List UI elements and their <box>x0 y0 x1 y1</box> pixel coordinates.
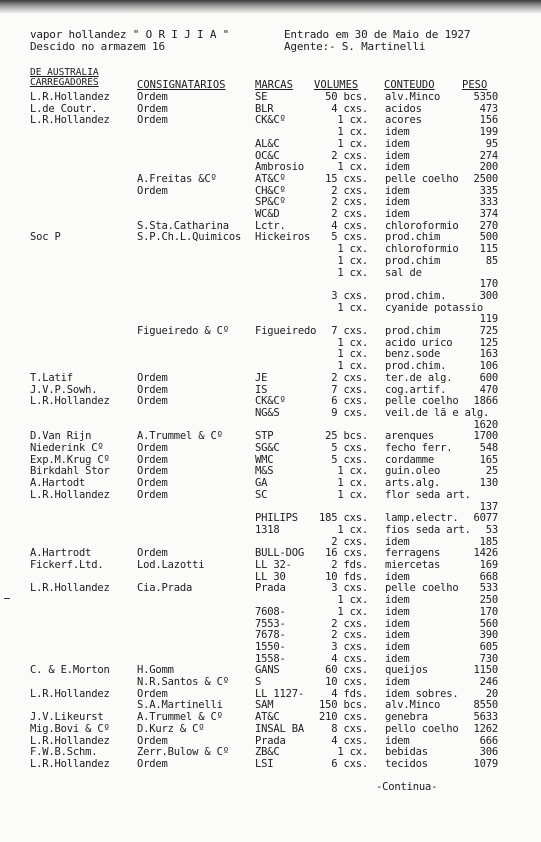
row-mark: CH&Cº <box>255 184 286 197</box>
row-importer: A.Hartodt <box>30 477 86 490</box>
row-contents: idem <box>385 137 410 150</box>
row-consignee: Ordem <box>137 395 168 408</box>
row-contents: cordamme <box>385 453 434 466</box>
row-importer: J.V.P.Sowh. <box>30 383 98 396</box>
row-consignee: A.Trummel & Cº <box>137 711 223 724</box>
header-arrival-date: Entrado em 30 de Maio de 1927 <box>284 28 471 41</box>
row-volumes: 2 cxs. <box>331 629 368 642</box>
row-weight: 163 <box>479 348 498 361</box>
row-mark: STP <box>255 430 274 443</box>
row-contents: fios seda art. <box>385 523 471 536</box>
row-mark: BLR <box>255 102 274 115</box>
row-volumes: 4 cxs. <box>331 652 368 665</box>
row-importer: Soc P <box>30 231 61 244</box>
row-volumes: 1 cx. <box>337 336 368 349</box>
row-weight: 600 <box>479 371 498 384</box>
row-weight: 165 <box>479 453 498 466</box>
row-importer: Exp.M.Krug Cº <box>30 453 110 466</box>
row-consignee: Ordem <box>137 734 168 747</box>
row-mark: OC&C <box>255 149 280 162</box>
row-volumes: 4 cxs. <box>331 219 368 232</box>
row-weight: 169 <box>479 559 498 571</box>
row-weight: 725 <box>479 325 498 337</box>
row-mark: M&S <box>255 465 274 478</box>
row-weight: 156 <box>479 114 498 127</box>
row-volumes: 5 cxs. <box>331 453 368 466</box>
row-volumes: 2 cxs. <box>331 535 368 548</box>
row-consignee: Ordem <box>137 547 168 560</box>
row-mark: 7608- <box>255 605 286 618</box>
row-volumes: 10 cxs. <box>325 676 368 688</box>
row-contents: prod.chim. <box>385 289 447 302</box>
row-weight: 106 <box>479 360 498 373</box>
row-contents: idem <box>385 570 410 583</box>
row-importer: J.V.Likeurst <box>30 711 104 724</box>
row-importer: C. & E.Morton <box>30 664 110 677</box>
row-volumes: 1 cx. <box>337 266 368 279</box>
row-weight: 170 <box>479 278 498 291</box>
row-contents: queijos <box>385 664 428 677</box>
row-contents: idem <box>385 652 410 665</box>
row-consignee: Ordem <box>137 757 168 770</box>
row-weight: 335 <box>479 184 498 197</box>
row-mark: NG&S <box>255 406 280 419</box>
row-importer: Fickerf.Ltd. <box>30 559 104 571</box>
row-volumes: 1 cx. <box>337 465 368 478</box>
row-mark: LSI <box>255 757 274 770</box>
row-weight: 5633 <box>473 711 498 724</box>
row-contents: idem <box>385 605 410 618</box>
row-weight: 533 <box>479 582 498 595</box>
row-volumes: 60 cxs. <box>325 664 368 677</box>
row-mark: SE <box>255 91 268 103</box>
row-mark: AT&Cº <box>255 172 286 185</box>
row-mark: PHILIPS <box>255 512 298 525</box>
row-importer: L.R.Hollandez <box>30 395 110 408</box>
row-mark: SG&C <box>255 442 280 454</box>
row-mark: AT&C <box>255 711 280 724</box>
row-contents: pelle coelho <box>385 395 459 408</box>
row-volumes: 3 cxs. <box>331 289 368 302</box>
row-weight: 115 <box>479 243 498 256</box>
row-contents: prod.chim. <box>385 360 447 373</box>
row-mark: 1318 <box>255 523 280 536</box>
row-volumes: 2 cxs. <box>331 196 368 209</box>
row-weight: 53 <box>485 523 498 536</box>
row-importer: L.R.Hollandez <box>30 757 110 770</box>
row-weight: 560 <box>479 617 498 630</box>
row-volumes: 3 cxs. <box>331 640 368 653</box>
row-mark: SC <box>255 488 268 501</box>
row-contents: pello coelho <box>385 722 459 735</box>
row-contents: acores <box>385 114 422 127</box>
row-volumes: 8 cxs. <box>331 722 368 735</box>
row-mark: Figueiredo <box>255 325 317 337</box>
row-mark: 1558- <box>255 652 286 665</box>
row-weight: 250 <box>479 594 498 607</box>
row-contents: guin.oleo <box>385 465 441 478</box>
row-weight: 1079 <box>473 757 498 770</box>
row-consignee: Ordem <box>137 687 168 700</box>
row-mark: IS <box>255 383 268 396</box>
row-consignee: S.A.Martinelli <box>137 699 223 712</box>
row-consignee: A.Freitas &Cº <box>137 172 217 185</box>
row-contents: acido urico <box>385 336 453 349</box>
row-volumes: 1 cx. <box>337 477 368 490</box>
row-importer: L.R.Hollandez <box>30 582 110 595</box>
header-ship: vapor hollandez " O R I J I A " <box>30 28 230 41</box>
row-consignee: Ordem <box>137 91 168 103</box>
row-contents: idem <box>385 617 410 630</box>
row-mark: SP&Cº <box>255 196 286 209</box>
row-volumes: 1 cx. <box>337 161 368 174</box>
column-header-marks: MARCAS <box>255 79 293 91</box>
row-mark: CK&Cº <box>255 395 286 408</box>
row-importer: L.R.Hollandez <box>30 734 110 747</box>
row-weight: 185 <box>479 535 498 548</box>
row-weight: 1426 <box>473 547 498 560</box>
row-mark: JE <box>255 371 268 384</box>
row-weight: 374 <box>479 208 498 220</box>
row-volumes: 6 cxs. <box>331 757 368 770</box>
row-weight: 274 <box>479 149 498 162</box>
row-contents: idem sobres. <box>385 687 459 700</box>
row-consignee: Lod.Lazotti <box>137 559 205 571</box>
row-weight: 730 <box>479 652 498 665</box>
row-consignee: A.Trummel & Cº <box>137 430 223 443</box>
row-contents: idem <box>385 535 410 548</box>
row-volumes: 9 cxs. <box>331 406 368 419</box>
row-mark: S <box>255 676 262 688</box>
row-contents: genebra <box>385 711 428 724</box>
row-contents: acidos <box>385 102 422 115</box>
row-contents: cog.artif. <box>385 383 447 396</box>
row-contents: benz.sode <box>385 348 441 361</box>
row-contents: lamp.electr. <box>385 512 459 525</box>
row-consignee: S.Sta.Catharina <box>137 219 229 232</box>
row-weight: 390 <box>479 629 498 642</box>
row-mark: LL 32- <box>255 559 292 571</box>
row-consignee: Ordem <box>137 102 168 115</box>
row-weight: 25 <box>485 465 498 478</box>
row-weight: 300 <box>479 289 498 302</box>
row-volumes: 1 cx. <box>337 605 368 618</box>
row-weight: 1700 <box>473 430 498 443</box>
row-volumes: 2 cxs. <box>331 184 368 197</box>
row-importer: T.Latif <box>30 371 73 384</box>
row-consignee: Ordem <box>137 477 168 490</box>
row-weight: 125 <box>479 336 498 349</box>
row-weight: 473 <box>479 102 498 115</box>
row-mark: AL&C <box>255 137 280 150</box>
row-mark: ZB&C <box>255 746 280 759</box>
row-weight: 137 <box>479 500 498 513</box>
row-mark: INSAL BA <box>255 722 304 735</box>
row-contents: idem <box>385 184 410 197</box>
header-warehouse: Descido no armazem 16 <box>30 40 165 53</box>
row-importer: L.R.Hollandez <box>30 114 110 127</box>
row-volumes: 185 cxs. <box>319 512 368 525</box>
row-contents: cyanide potassio <box>385 301 483 314</box>
row-volumes: 1 cx. <box>337 137 368 150</box>
row-weight: 20 <box>485 687 498 700</box>
row-contents: ter.de alg. <box>385 371 453 384</box>
row-volumes: 2 fds. <box>331 559 368 571</box>
row-volumes: 10 fds. <box>325 570 368 583</box>
row-weight: 170 <box>479 605 498 618</box>
column-header-volumes: VOLUMES <box>314 79 359 91</box>
row-weight: 5350 <box>473 91 498 103</box>
row-mark: WMC <box>255 453 274 466</box>
row-volumes: 6 cxs. <box>331 395 368 408</box>
row-mark: SAM <box>255 699 274 712</box>
row-contents: alv.Minco <box>385 699 441 712</box>
header-agent: Agente:- S. Martinelli <box>284 40 426 53</box>
row-volumes: 210 cxs. <box>319 711 368 724</box>
row-weight: 1150 <box>473 664 498 677</box>
row-contents: idem <box>385 734 410 747</box>
row-weight: 2500 <box>473 172 498 185</box>
column-header-weight: PESO <box>462 79 488 91</box>
row-volumes: 1 cx. <box>337 114 368 127</box>
row-volumes: 2 cxs. <box>331 617 368 630</box>
row-contents: arts.alg. <box>385 477 441 490</box>
row-contents: chloroformio <box>385 219 459 232</box>
row-volumes: 4 cxs. <box>331 102 368 115</box>
row-volumes: 4 fds. <box>331 687 368 700</box>
row-importer: Birkdahl Stor <box>30 465 110 478</box>
row-volumes: 1 cx. <box>337 301 368 314</box>
row-consignee: D.Kurz & Cº <box>137 722 205 735</box>
row-importer: F.W.B.Schm. <box>30 746 98 759</box>
row-consignee: Cia.Prada <box>137 582 193 595</box>
row-weight: 199 <box>479 126 498 139</box>
row-volumes: 25 bcs. <box>325 430 368 443</box>
row-consignee: Ordem <box>137 371 168 384</box>
row-consignee: Ordem <box>137 488 168 501</box>
row-contents: veil.de lã e alg. <box>385 406 490 419</box>
row-volumes: 1 cx. <box>337 126 368 139</box>
row-weight: 119 <box>479 313 498 326</box>
row-weight: 270 <box>479 219 498 232</box>
row-contents: miercetas <box>385 559 441 571</box>
row-consignee: Figueiredo & Cº <box>137 325 229 337</box>
row-contents: idem <box>385 676 410 688</box>
row-volumes: 1 cx. <box>337 348 368 361</box>
margin-mark <box>4 598 10 599</box>
row-contents: pelle coelho <box>385 582 459 595</box>
column-header-contents: CONTEUDO <box>384 79 435 91</box>
row-volumes: 1 cx. <box>337 594 368 607</box>
row-mark: 7553- <box>255 617 286 630</box>
row-volumes: 3 cxs. <box>331 582 368 595</box>
row-mark: GANS <box>255 664 280 677</box>
row-volumes: 1 cx. <box>337 746 368 759</box>
row-consignee: Ordem <box>137 442 168 454</box>
column-header-importers: DE AUSTRALIA CARREGADORES <box>30 67 99 88</box>
row-mark: CK&Cº <box>255 114 286 127</box>
row-mark: WC&D <box>255 208 280 220</box>
row-importer: D.Van Rijn <box>30 430 92 443</box>
row-volumes: 2 cxs. <box>331 371 368 384</box>
row-weight: 548 <box>479 442 498 454</box>
row-contents: sal de <box>385 266 428 279</box>
row-importer: L.R.Hollandez <box>30 91 110 103</box>
row-contents: arenques <box>385 430 434 443</box>
row-volumes: 1 cx. <box>337 523 368 536</box>
row-importer: L.R.Hollandez <box>30 687 110 700</box>
row-volumes: 150 bcs. <box>319 699 368 712</box>
row-contents: tecidos <box>385 757 428 770</box>
row-weight: 1262 <box>473 722 498 735</box>
row-mark: 1550- <box>255 640 286 653</box>
row-importer: L.de Coutr. <box>30 102 98 115</box>
row-volumes: 1 cx. <box>337 243 368 256</box>
row-volumes: 2 cxs. <box>331 208 368 220</box>
row-consignee: Ordem <box>137 453 168 466</box>
row-contents: prod.chim <box>385 325 441 337</box>
row-weight: 1866 <box>473 395 498 408</box>
row-importer: A.Hartrodt <box>30 547 92 560</box>
row-weight: 200 <box>479 161 498 174</box>
row-weight: 246 <box>479 676 498 688</box>
row-weight: 8550 <box>473 699 498 712</box>
row-contents: idem <box>385 149 410 162</box>
row-weight: 470 <box>479 383 498 396</box>
row-volumes: 16 cxs. <box>325 547 368 560</box>
row-contents: flor seda art. <box>385 488 471 501</box>
row-mark: Lctr. <box>255 219 286 232</box>
row-weight: 306 <box>479 746 498 759</box>
row-weight: 666 <box>479 734 498 747</box>
row-weight: 85 <box>485 254 498 267</box>
row-contents: idem <box>385 629 410 642</box>
row-mark: LL 1127- <box>255 687 304 700</box>
row-consignee: Ordem <box>137 465 168 478</box>
row-importer: Niederink Cº <box>30 442 104 454</box>
row-volumes: 4 cxs. <box>331 734 368 747</box>
row-volumes: 5 cxs. <box>331 442 368 454</box>
row-weight: 668 <box>479 570 498 583</box>
row-volumes: 7 cxs. <box>331 383 368 396</box>
row-contents: idem <box>385 208 410 220</box>
row-volumes: 50 bcs. <box>325 91 368 103</box>
row-weight: 605 <box>479 640 498 653</box>
row-consignee: N.R.Santos & Cº <box>137 676 229 688</box>
row-volumes: 15 cxs. <box>325 172 368 185</box>
row-weight: 95 <box>485 137 498 150</box>
row-consignee: Ordem <box>137 184 168 197</box>
scan-top-smudge <box>0 0 541 14</box>
row-mark: Prada <box>255 734 286 747</box>
row-consignee: Zerr.Bulow & Cº <box>137 746 229 759</box>
row-contents: idem <box>385 594 410 607</box>
row-mark: Prada <box>255 582 286 595</box>
row-contents: pelle coelho <box>385 172 459 185</box>
row-contents: idem <box>385 640 410 653</box>
row-volumes: 1 cx. <box>337 488 368 501</box>
row-contents: idem <box>385 196 410 209</box>
row-contents: alv.Minco <box>385 91 441 103</box>
row-contents: fecho ferr. <box>385 442 453 454</box>
row-contents: chloroformio <box>385 243 459 256</box>
row-consignee: Ordem <box>137 383 168 396</box>
row-contents: ferragens <box>385 547 441 560</box>
row-volumes: 7 cxs. <box>331 325 368 337</box>
row-weight: 130 <box>479 477 498 490</box>
row-contents: idem <box>385 126 410 139</box>
row-consignee: Ordem <box>137 114 168 127</box>
row-consignee: S.P.Ch.L.Quimicos <box>137 231 242 244</box>
row-contents: prod.chim <box>385 254 441 267</box>
row-weight: 333 <box>479 196 498 209</box>
row-contents: idem <box>385 161 410 174</box>
row-mark: LL 30 <box>255 570 286 583</box>
row-weight: 1620 <box>473 418 498 431</box>
row-volumes: 2 cxs. <box>331 149 368 162</box>
row-consignee: H.Gomm <box>137 664 174 677</box>
row-mark: BULL-DOG <box>255 547 304 560</box>
row-weight: 6077 <box>473 512 498 525</box>
row-volumes: 1 cx. <box>337 254 368 267</box>
row-mark: Hickeiros <box>255 231 311 244</box>
row-weight: 500 <box>479 231 498 244</box>
row-volumes: 5 cxs. <box>331 231 368 244</box>
column-header-consignees: CONSIGNATARIOS <box>137 79 226 91</box>
row-mark: GA <box>255 477 268 490</box>
continue-note: -Continua- <box>376 781 438 793</box>
row-contents: prod.chim <box>385 231 441 244</box>
row-volumes: 1 cx. <box>337 360 368 373</box>
row-importer: L.R.Hollandez <box>30 488 110 501</box>
row-contents: bebidas <box>385 746 428 759</box>
row-mark: Ambrosio <box>255 161 304 174</box>
row-mark: 7678- <box>255 629 286 642</box>
row-importer: Mig.Bovi & Cº <box>30 722 110 735</box>
